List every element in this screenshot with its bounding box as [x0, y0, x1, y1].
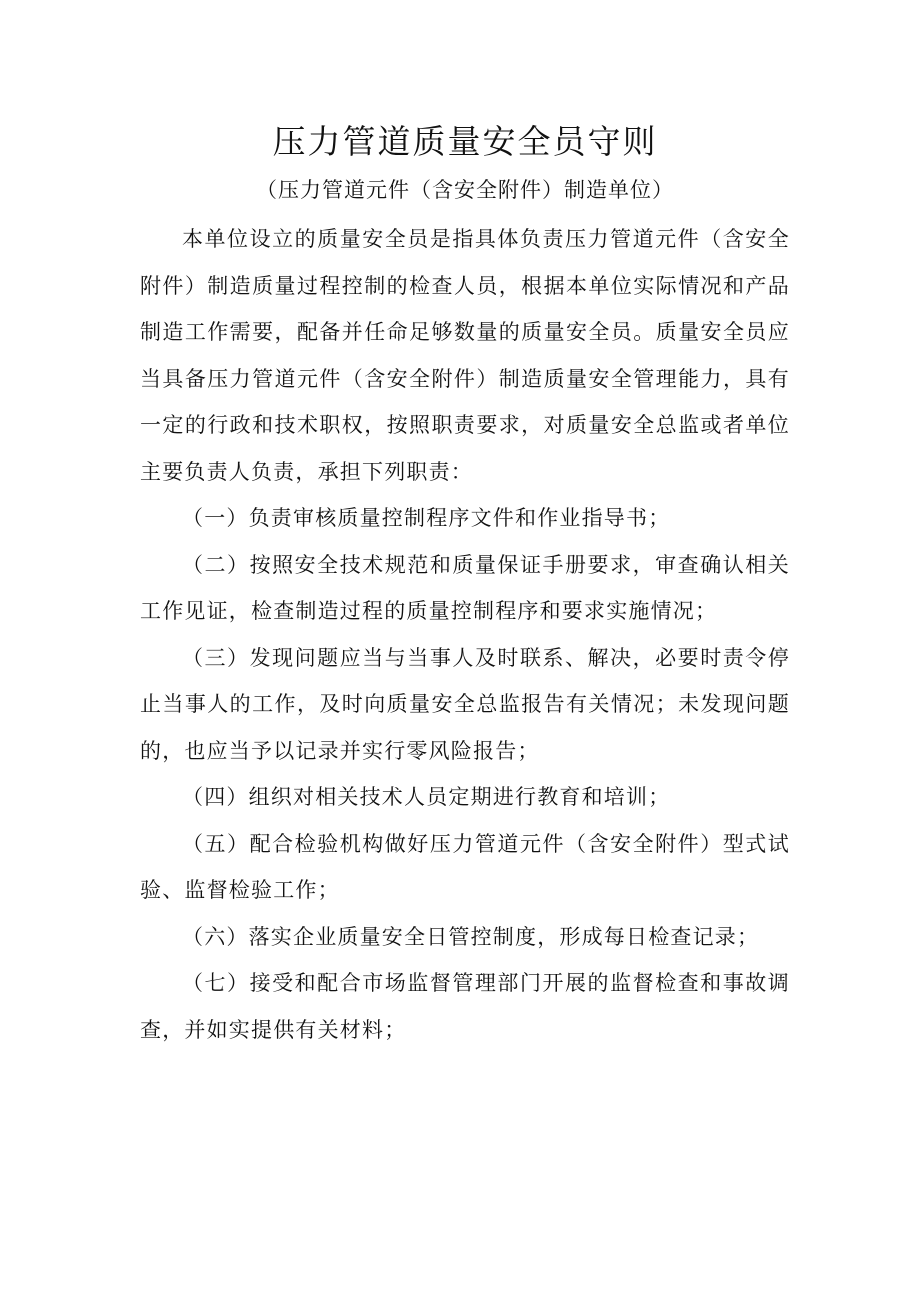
duty-item-2: （二）按照安全技术规范和质量保证手册要求，审查确认相关工作见证，检查制造过程的质量控制程序和要求实施情况；: [140, 552, 790, 623]
duty-item-7: （七）接受和配合市场监督管理部门开展的监督检查和事故调查，并如实提供有关材料；: [140, 971, 790, 1042]
duty-item-1: （一）负责审核质量控制程序文件和作业指导书；: [182, 506, 671, 530]
duty-item-5: （五）配合检验机构做好压力管道元件（含安全附件）型式试验、监督检验工作；: [140, 831, 790, 902]
duty-item-3: （三）发现问题应当与当事人及时联系、解决，必要时责令停止当事人的工作，及时向质量安全总监报告有关情况；未发现问题的，也应当予以记录并实行零风险报告；: [140, 645, 790, 763]
intro-paragraph: 本单位设立的质量安全员是指具体负责压力管道元件（含安全附件）制造质量过程控制的检查人员，根据本单位实际情况和产品制造工作需要，配备并任命足够数量的质量安全员。质量安全员应当具备压力管道元件（含安全附件）制造质量安全管理能力，具有一定的行政和技术职权，按照职责要求，对质量安全总监或者单位主要负责人负责，承担下列职责：: [140, 227, 790, 484]
duty-item-6: （六）落实企业质量安全日管控制度，形成每日检查记录；: [182, 924, 760, 949]
duty-item-4: （四）组织对相关技术人员定期进行教育和培训；: [182, 785, 671, 809]
document-title: 压力管道质量安全员守则: [272, 122, 658, 161]
document-subtitle: （压力管道元件（含安全附件）制造单位）: [256, 178, 674, 202]
